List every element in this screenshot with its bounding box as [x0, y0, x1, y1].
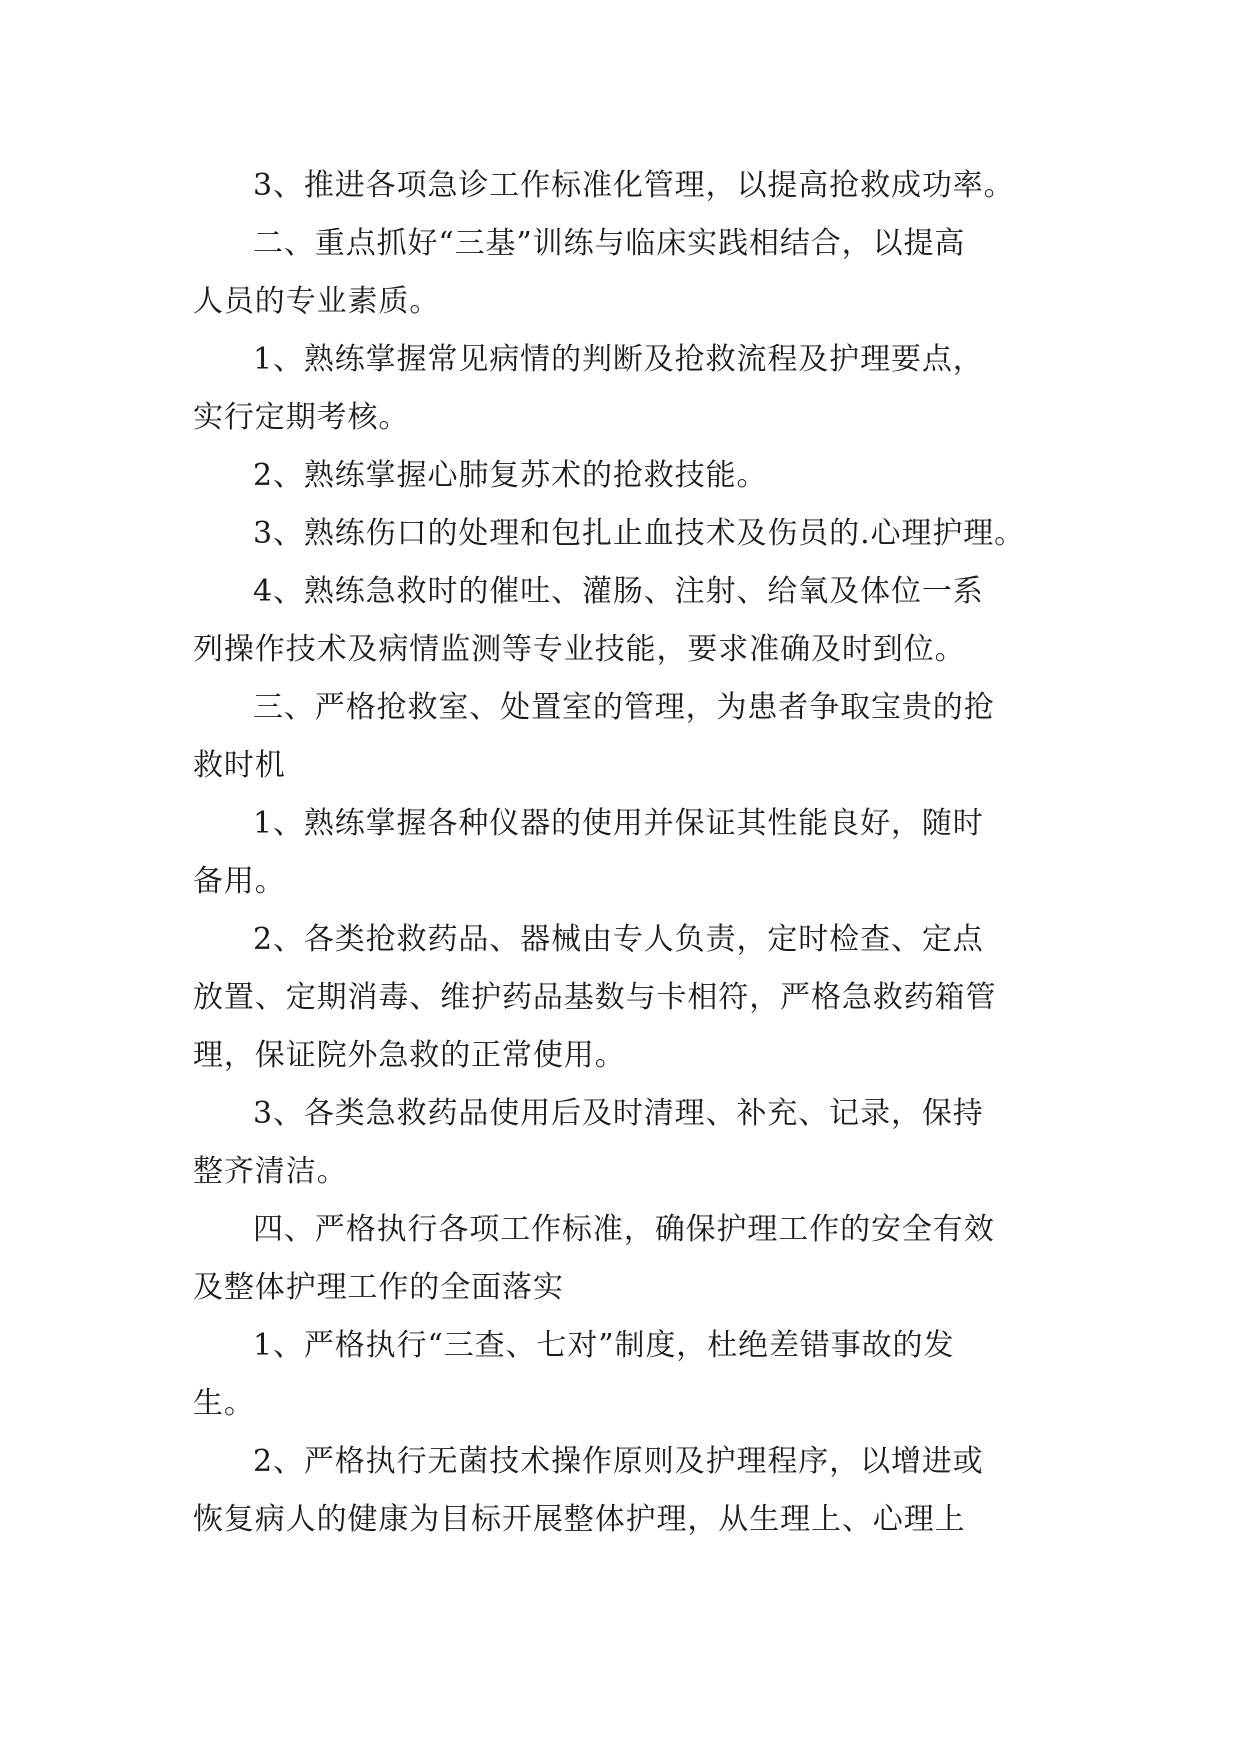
paragraph: 四、严格执行各项工作标准，确保护理工作的安全有效 及整体护理工作的全面落实 — [193, 1212, 995, 1305]
paragraph: 三、严格抢救室、处置室的管理，为患者争取宝贵的抢 救时机 — [193, 690, 995, 783]
paragraph: 3、熟练伤口的处理和包扎止血技术及伤员的.心理护理。 — [253, 516, 1026, 551]
paragraph: 2、严格执行无菌技术操作原则及护理程序，以增进或 恢复病人的健康为目标开展整体护理，从生理上、心理上 — [193, 1444, 984, 1537]
paragraph: 1、熟练掌握常见病情的判断及抢救流程及护理要点， 实行定期考核。 — [193, 342, 984, 435]
paragraph: 二、重点抓好“三基”训练与临床实践相结合，以提高 人员的专业素质。 — [193, 226, 966, 319]
paragraph: 2、各类抢救药品、器械由专人负责，定时检查、定点 放置、定期消毒、维护药品基数与卡相符，严格急救药箱管 理，保证院外急救的正常使用。 — [193, 922, 997, 1073]
paragraph: 3、各类急救药品使用后及时清理、补充、记录，保持 整齐清洁。 — [193, 1096, 984, 1189]
paragraph: 2、熟练掌握心肺复苏术的抢救技能。 — [253, 458, 768, 493]
paragraph: 4、熟练急救时的催吐、灌肠、注射、给氧及体位一系 列操作技术及病情监测等专业技能，要求准确及时到位。 — [193, 574, 984, 667]
paragraph: 1、严格执行“三查、七对”制度，杜绝差错事故的发 生。 — [193, 1328, 955, 1421]
paragraph: 1、熟练掌握各种仪器的使用并保证其性能良好，随时 备用。 — [193, 806, 984, 899]
document-body — [193, 157, 1063, 1549]
paragraph: 3、推进各项急诊工作标准化管理，以提高抢救成功率。 — [253, 168, 1015, 203]
